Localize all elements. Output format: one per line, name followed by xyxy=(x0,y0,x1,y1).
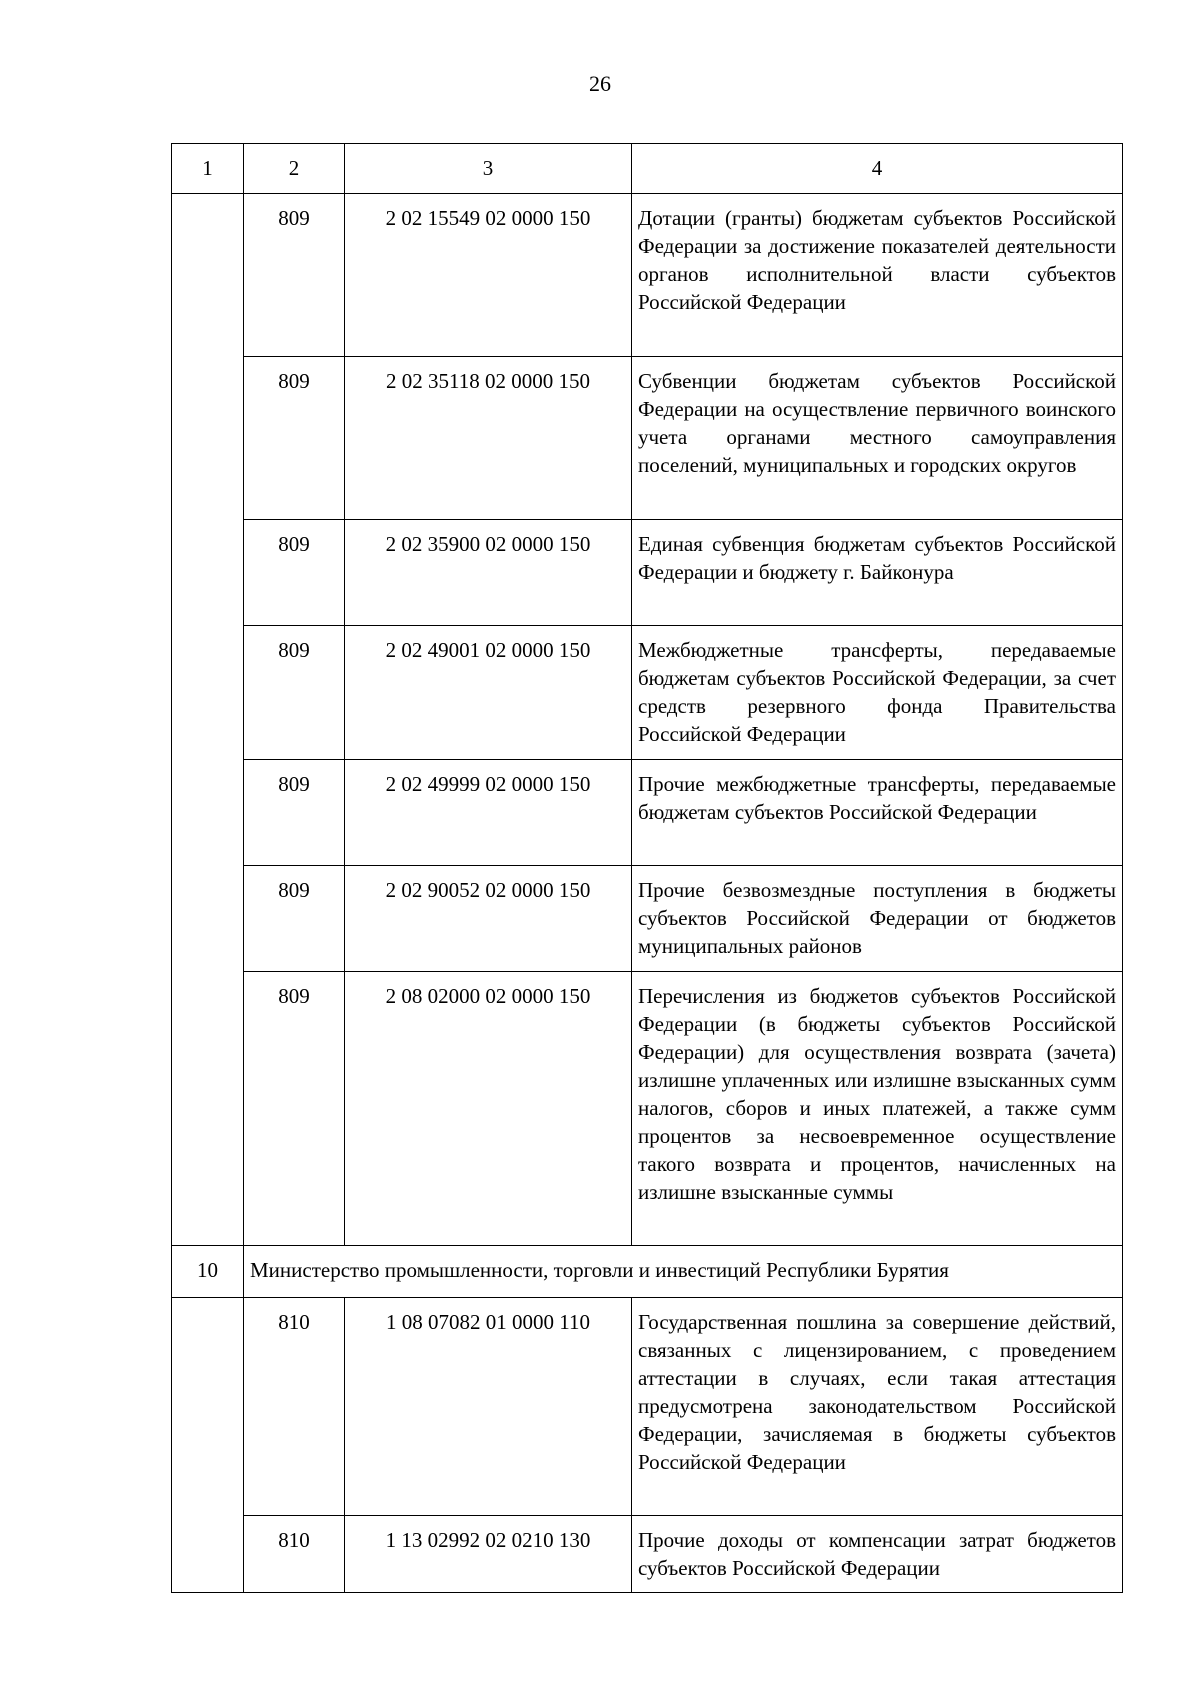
admin-code-cell: 809 xyxy=(244,194,345,357)
revenue-code-cell: 2 02 35900 02 0000 150 xyxy=(345,520,632,626)
table-row xyxy=(172,357,1123,520)
revenue-code-cell: 2 02 15549 02 0000 150 xyxy=(345,194,632,357)
column-header-4: 4 xyxy=(632,144,1123,194)
section-number-cell-empty xyxy=(172,194,244,1246)
section-title: Министерство промышленности, торговли и инвестиций Республики Бурятия xyxy=(244,1246,1123,1298)
description-cell: Единая субвенция бюджетам субъектов Российской Федерации и бюджету г. Байконура xyxy=(632,520,1123,626)
admin-code-cell: 809 xyxy=(244,357,345,520)
table-row xyxy=(172,972,1123,1246)
description-cell: Межбюджетные трансферты, передаваемые бюджетам субъектов Российской Федерации, за счет средств резервного фонда Правительства Российской Федерации xyxy=(632,626,1123,760)
page-number: 26 xyxy=(589,71,611,96)
column-header-2: 2 xyxy=(244,144,345,194)
table-row xyxy=(172,1516,1123,1593)
description-cell: Перечисления из бюджетов субъектов Российской Федерации (в бюджеты субъектов Российской Федерации) для осуществления возврата (зачета) излишне уплаченных или излишне взысканных сумм налогов, сборов и иных платежей, а также сумм процентов за несвоевременное осуществление такого возврата и процентов, начисленных на излишне взысканные суммы xyxy=(632,972,1123,1246)
table-row xyxy=(172,866,1123,972)
description-cell: Субвенции бюджетам субъектов Российской Федерации на осуществление первичного воинского учета органами местного самоуправления поселений, муниципальных и городских округов xyxy=(632,357,1123,520)
section-number-cell-empty xyxy=(172,1298,244,1593)
table-row xyxy=(172,760,1123,866)
description-cell: Прочие межбюджетные трансферты, передаваемые бюджетам субъектов Российской Федерации xyxy=(632,760,1123,866)
revenue-code-cell: 2 08 02000 02 0000 150 xyxy=(345,972,632,1246)
revenue-code-cell: 1 08 07082 01 0000 110 xyxy=(345,1298,632,1516)
revenue-code-cell: 1 13 02992 02 0210 130 xyxy=(345,1516,632,1593)
admin-code-cell: 810 xyxy=(244,1516,345,1593)
description-cell: Дотации (гранты) бюджетам субъектов Российской Федерации за достижение показателей деятельности органов исполнительной власти субъектов Российской Федерации xyxy=(632,194,1123,357)
admin-code-cell: 809 xyxy=(244,520,345,626)
table-row xyxy=(172,520,1123,626)
table-row xyxy=(172,194,1123,357)
admin-code-cell: 809 xyxy=(244,866,345,972)
description-cell: Прочие безвозмездные поступления в бюджеты субъектов Российской Федерации от бюджетов муниципальных районов xyxy=(632,866,1123,972)
column-header-1: 1 xyxy=(172,144,244,194)
revenue-code-cell: 2 02 49999 02 0000 150 xyxy=(345,760,632,866)
admin-code-cell: 809 xyxy=(244,760,345,866)
table-row xyxy=(172,1298,1123,1516)
revenue-code-cell: 2 02 49001 02 0000 150 xyxy=(345,626,632,760)
description-cell: Прочие доходы от компенсации затрат бюджетов субъектов Российской Федерации xyxy=(632,1516,1123,1593)
admin-code-cell: 810 xyxy=(244,1298,345,1516)
table-header-row xyxy=(172,144,1123,194)
revenue-code-cell: 2 02 35118 02 0000 150 xyxy=(345,357,632,520)
revenue-codes-table xyxy=(171,143,1123,1593)
description-cell: Государственная пошлина за совершение действий, связанных с лицензированием, с проведением аттестации в случаях, если такая аттестация предусмотрена законодательством Российской Федерации, зачисляемая в бюджеты субъектов Российской Федерации xyxy=(632,1298,1123,1516)
column-header-3: 3 xyxy=(345,144,632,194)
admin-code-cell: 809 xyxy=(244,972,345,1246)
table-row xyxy=(172,626,1123,760)
section-header-row xyxy=(172,1246,1123,1298)
revenue-code-cell: 2 02 90052 02 0000 150 xyxy=(345,866,632,972)
admin-code-cell: 809 xyxy=(244,626,345,760)
section-number: 10 xyxy=(172,1246,244,1298)
